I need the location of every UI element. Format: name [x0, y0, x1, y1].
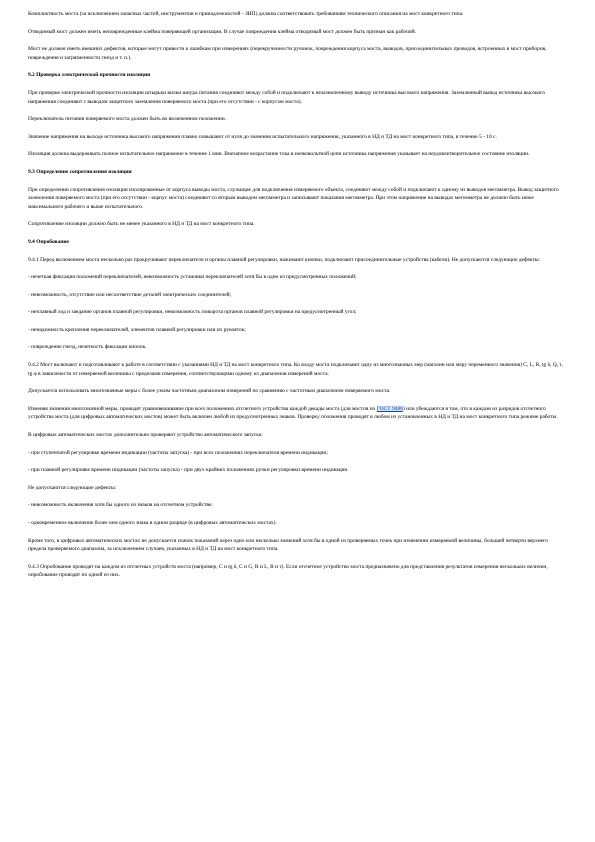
- balancing-text-end: ) или убеждаются в том, что в каждом из разрядов отсчетного устройства моста (для цифровых автоматических мостов) может быть включен любой из предусмотренных знаков. Проверку положения проводят в любом из установленных в НД и ТД на мост конкретного типа режиме работы.: [28, 405, 558, 421]
- para-narrow-range: Допускается использовать многозначные меры с более узким частотным диапазоном измерений по сравнению с частотным диапазоном поверяемого моста.: [28, 388, 391, 395]
- para-9-4-2: 9.4.2 Мост включают и подготавливают к работе в соответствии с указаниями НД и ТД на мост конкретного типа. Ко входу моста подключают одну из многозначных мер (магазин или меру переменного значения) С, L, R, tg δ, Q, τ, tg φ в зависимости от измеряемой величины с пределами измерения, соответствующими одному из диапазонов измерений моста.: [28, 362, 563, 377]
- para-insulation-withstand: Изоляция должна выдерживать полное испытательное напряжение в течение 1 мин. Внезапное возрастание тока в низковольтной цепи источника напряжения указывает на неудовлетворительное состояние изоляции.: [28, 151, 530, 158]
- list-item-defect-connectors: - невозможность, отсутствие или несоответствие деталей электрических соединителей;: [28, 291, 232, 298]
- list-item-defect-fixation: - нечеткая фиксация положений переключателей, невозможность установки переключателей хотя бы в одно из предусмотренных положений;: [28, 274, 357, 281]
- gost-9486-link[interactable]: ГОСТ 9486: [376, 405, 403, 412]
- list-item-step-regulation: - при ступенчатой регулировке времени индикации (частоты запуска) - при всех положениях переключателя времени индикации;: [28, 449, 328, 456]
- balancing-text-start: Изменяя значения многозначной меры, проводят уравновешивание при всех положениях отсчетного устройства каждой декады моста (для мостов по: [28, 405, 377, 412]
- list-item-sign-failure: - невозможность включения хотя бы одного из знаков на отсчетном устройстве;: [28, 502, 213, 509]
- para-balancing: [28, 405, 563, 422]
- section-heading-9-4: 9.4 Опробование: [28, 238, 69, 245]
- section-heading-9-3: 9.3 Определение сопротивления изоляции: [28, 168, 132, 175]
- para-9-4-1: 9.4.1 Перед включением моста несколько раз прокручивают переключатели и органы плавной регулировки, нажимают кнопки, подключают присоединительные устройства (кабели). Не допускаются следующие дефекты:: [28, 256, 541, 263]
- section-heading-9-2: 9.2 Проверка электрической прочности изоляции: [28, 72, 151, 79]
- list-item-defect-mounting: - ненадежность крепления переключателей, элементов плавной регулировки или их рукояток;: [28, 326, 246, 333]
- list-item-multiple-signs: - одновременное включение более чем одного знака в одном разряде (в цифровых автоматических мостах).: [28, 520, 277, 526]
- para-auto-start: В цифровых автоматических мостах дополнительно проверяют устройство автоматического запуска:: [28, 432, 263, 439]
- para-external-defects: Мост не должен иметь внешних дефектов, которые могут привести к ошибкам при измерениях (перекрученности ручонок, повреждения корпуса моста, выводов, присоединительных проводов, встроенных в мост приборов, повреждения и загрязненности гнезд и т. п.).: [28, 46, 547, 61]
- para-voltage-raise: Значение напряжения на выходе источника высокого напряжения плавно повышают от нуля до значения испытательного напряжения, указанного в НД и ТД на мост конкретного типа, в течение 5 - 10 с.: [28, 133, 497, 140]
- para-9-4-3: 9.4.3 Опробование проводят на каждом из отсчетных устройств моста (например, C и tg δ, C и G, R и L, R и τ). Если отсчетное устройство моста предназначено для представления результатов измерения нескольких величин, опробование проводят по одной из них.: [28, 563, 548, 579]
- list-item-defect-smooth-adjust: - неплавный ход и заедание органов плавной регулировки, невозможность поворота органов плавной регулировки на предусмотренный угол;: [28, 309, 357, 316]
- para-defects-intro: Не допускаются следующие дефекты:: [28, 484, 117, 491]
- para-reading-jump: Кроме того, в цифровых автоматических мостах не допускается скачок показаний через одно или несколько значений хотя бы в одной из проверяемых точек при изменении измеряемой величины, большей четверти верхнего предела проверяемого диапазона, за исключением случаев, указанных в НД и ТД на мост конкретного типа.: [28, 537, 548, 553]
- para-insulation-resistance: При определении сопротивления изоляции изолированные от корпуса выводы моста, служащие для подключения измеряемого объекта, соединяют между собой и подключают к одному из выводов мегомметра. Вывод защитного заземления поверяемого моста (при его отсутствии - корпус моста) соединяют со вторым выводом мегомметра и записывают показания мегомметра. При этом напряжение на выводах мегомметра не должно быть ниже максимального рабочего и выше испытательного.: [28, 186, 559, 210]
- list-item-defect-sockets: - повреждение гнезд, нечеткость фиксации кнопок.: [28, 344, 147, 351]
- para-reference-bridge: Отводимый мост должен иметь неповрежденные клейма поверяющей организации. В случае повреждения клейма отводимый мост должен быть признан как рабочий.: [28, 28, 416, 35]
- para-completeness: Комплектность моста (за исключением запасных частей, инструментов и принадлежностей - ЗИП) должна соответствовать требованиям технического описания на мост конкретного типа.: [28, 11, 464, 17]
- list-item-smooth-regulation: - при плавной регулировке времени индикации (частоты запуска) - при двух крайних положениях ручки регулировки времени индикации.: [28, 467, 349, 474]
- para-resistance-minimum: Сопротивление изоляции должно быть не менее указанного в НД и ТД на мост конкретного типа.: [28, 221, 255, 228]
- document-page: [28, 10, 563, 580]
- para-power-switch: Переключатель питания поверяемого моста должен быть во включенном положении.: [28, 116, 226, 123]
- para-insulation-strength: При проверке электрической прочности изоляции штырьки вилки шнура питания соединяют между собой и подключают к незаземленному выводу источника высокого напряжения. Заземленный вывод источника высокого напряжения соединяют с выводом защитного заземления поверяемого моста (при его отсутствии - с корпусом моста).: [28, 89, 545, 105]
